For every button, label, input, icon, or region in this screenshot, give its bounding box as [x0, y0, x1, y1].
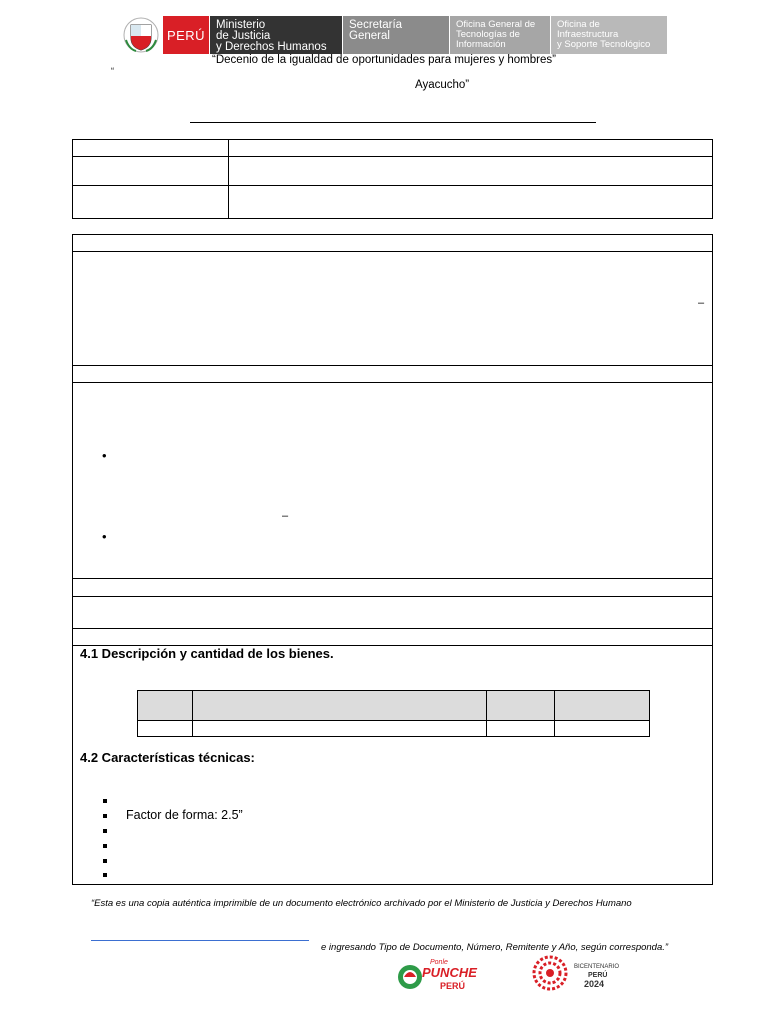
decenio-caption: “Decenio de la igualdad de oportunidades para mujeres y hombres”	[212, 54, 556, 66]
secretaria-line: General	[349, 30, 390, 42]
oficina-infra-line: Oficina de	[557, 19, 600, 30]
section-box-2-header-line	[72, 382, 713, 383]
ministerio-line: de Justicia	[216, 30, 271, 42]
year-name-fragment: Ayacucho”	[415, 79, 470, 91]
dash-mark: –	[698, 297, 705, 309]
opening-quote-mark: “	[111, 66, 114, 76]
svg-text:PUNCHE: PUNCHE	[422, 965, 477, 980]
coat-of-arms-logo	[123, 16, 159, 54]
oficina-tec-line: Información	[456, 39, 506, 50]
goods-table-row-line	[137, 720, 650, 721]
info-table-row-line	[72, 156, 713, 157]
oficina-tec-line: Tecnologías de	[456, 29, 520, 40]
section-4-1-heading: 4.1 Descripción y cantidad de los bienes.	[80, 646, 334, 661]
svg-text:Ponle: Ponle	[430, 959, 448, 966]
section-box-1	[72, 234, 713, 366]
dash-mark: –	[282, 510, 289, 522]
ponle-punche-logo	[396, 955, 480, 993]
verification-link[interactable]	[91, 940, 309, 941]
goods-table-col-line	[486, 690, 487, 737]
bullet-point: •	[102, 448, 107, 463]
title-underline	[190, 122, 596, 123]
info-table-divider	[228, 139, 229, 219]
list-bullet	[103, 844, 107, 848]
oficina-infra-line: y Soporte Tecnológico	[557, 39, 651, 50]
oficina-infraestructura-block	[551, 16, 667, 54]
bullet-point: •	[102, 529, 107, 544]
oficina-tecnologias-block	[450, 16, 550, 54]
bicentenario-logo	[530, 953, 640, 993]
ministerio-block	[210, 16, 342, 54]
secretaria-block	[343, 16, 449, 54]
peru-label: PERÚ	[166, 27, 206, 43]
oficina-infra-line: Infraestructura	[557, 29, 619, 40]
authenticity-note: “Esta es una copia auténtica imprimible de un documento electrónico archivado por el Ministerio de Justicia y Derechos Humano	[91, 898, 632, 909]
verification-instructions: e ingresando Tipo de Documento, Número, Remitente y Año, según corresponda.”	[321, 942, 669, 953]
goods-table-col-line	[192, 690, 193, 737]
section-box-3	[72, 578, 713, 629]
svg-text:PERÚ: PERÚ	[440, 981, 466, 991]
info-table-row-line	[72, 185, 713, 186]
section-box-2	[72, 365, 713, 579]
section-box-1-header-line	[72, 251, 713, 252]
peru-brand-block	[163, 16, 209, 54]
ministerio-line: Ministerio	[216, 19, 266, 31]
section-4-2-heading: 4.2 Características técnicas:	[80, 750, 255, 765]
oficina-tec-line: Oficina General de	[456, 19, 536, 30]
svg-text:2024: 2024	[584, 979, 605, 989]
svg-text:BICENTENARIO: BICENTENARIO	[574, 964, 620, 970]
list-bullet	[103, 859, 107, 863]
svg-text:PERÚ: PERÚ	[588, 972, 608, 979]
list-bullet	[103, 799, 107, 803]
list-bullet	[103, 873, 107, 877]
section-box-3-header-line	[72, 596, 713, 597]
secretaria-line: Secretaría	[349, 19, 403, 31]
goods-table-col-line	[554, 690, 555, 737]
goods-table-header	[138, 691, 649, 720]
list-item: Factor de forma: 2.5”	[126, 808, 243, 822]
list-bullet	[103, 814, 107, 818]
list-bullet	[103, 829, 107, 833]
ministerio-line: y Derechos Humanos	[216, 41, 327, 53]
info-table	[72, 139, 713, 219]
